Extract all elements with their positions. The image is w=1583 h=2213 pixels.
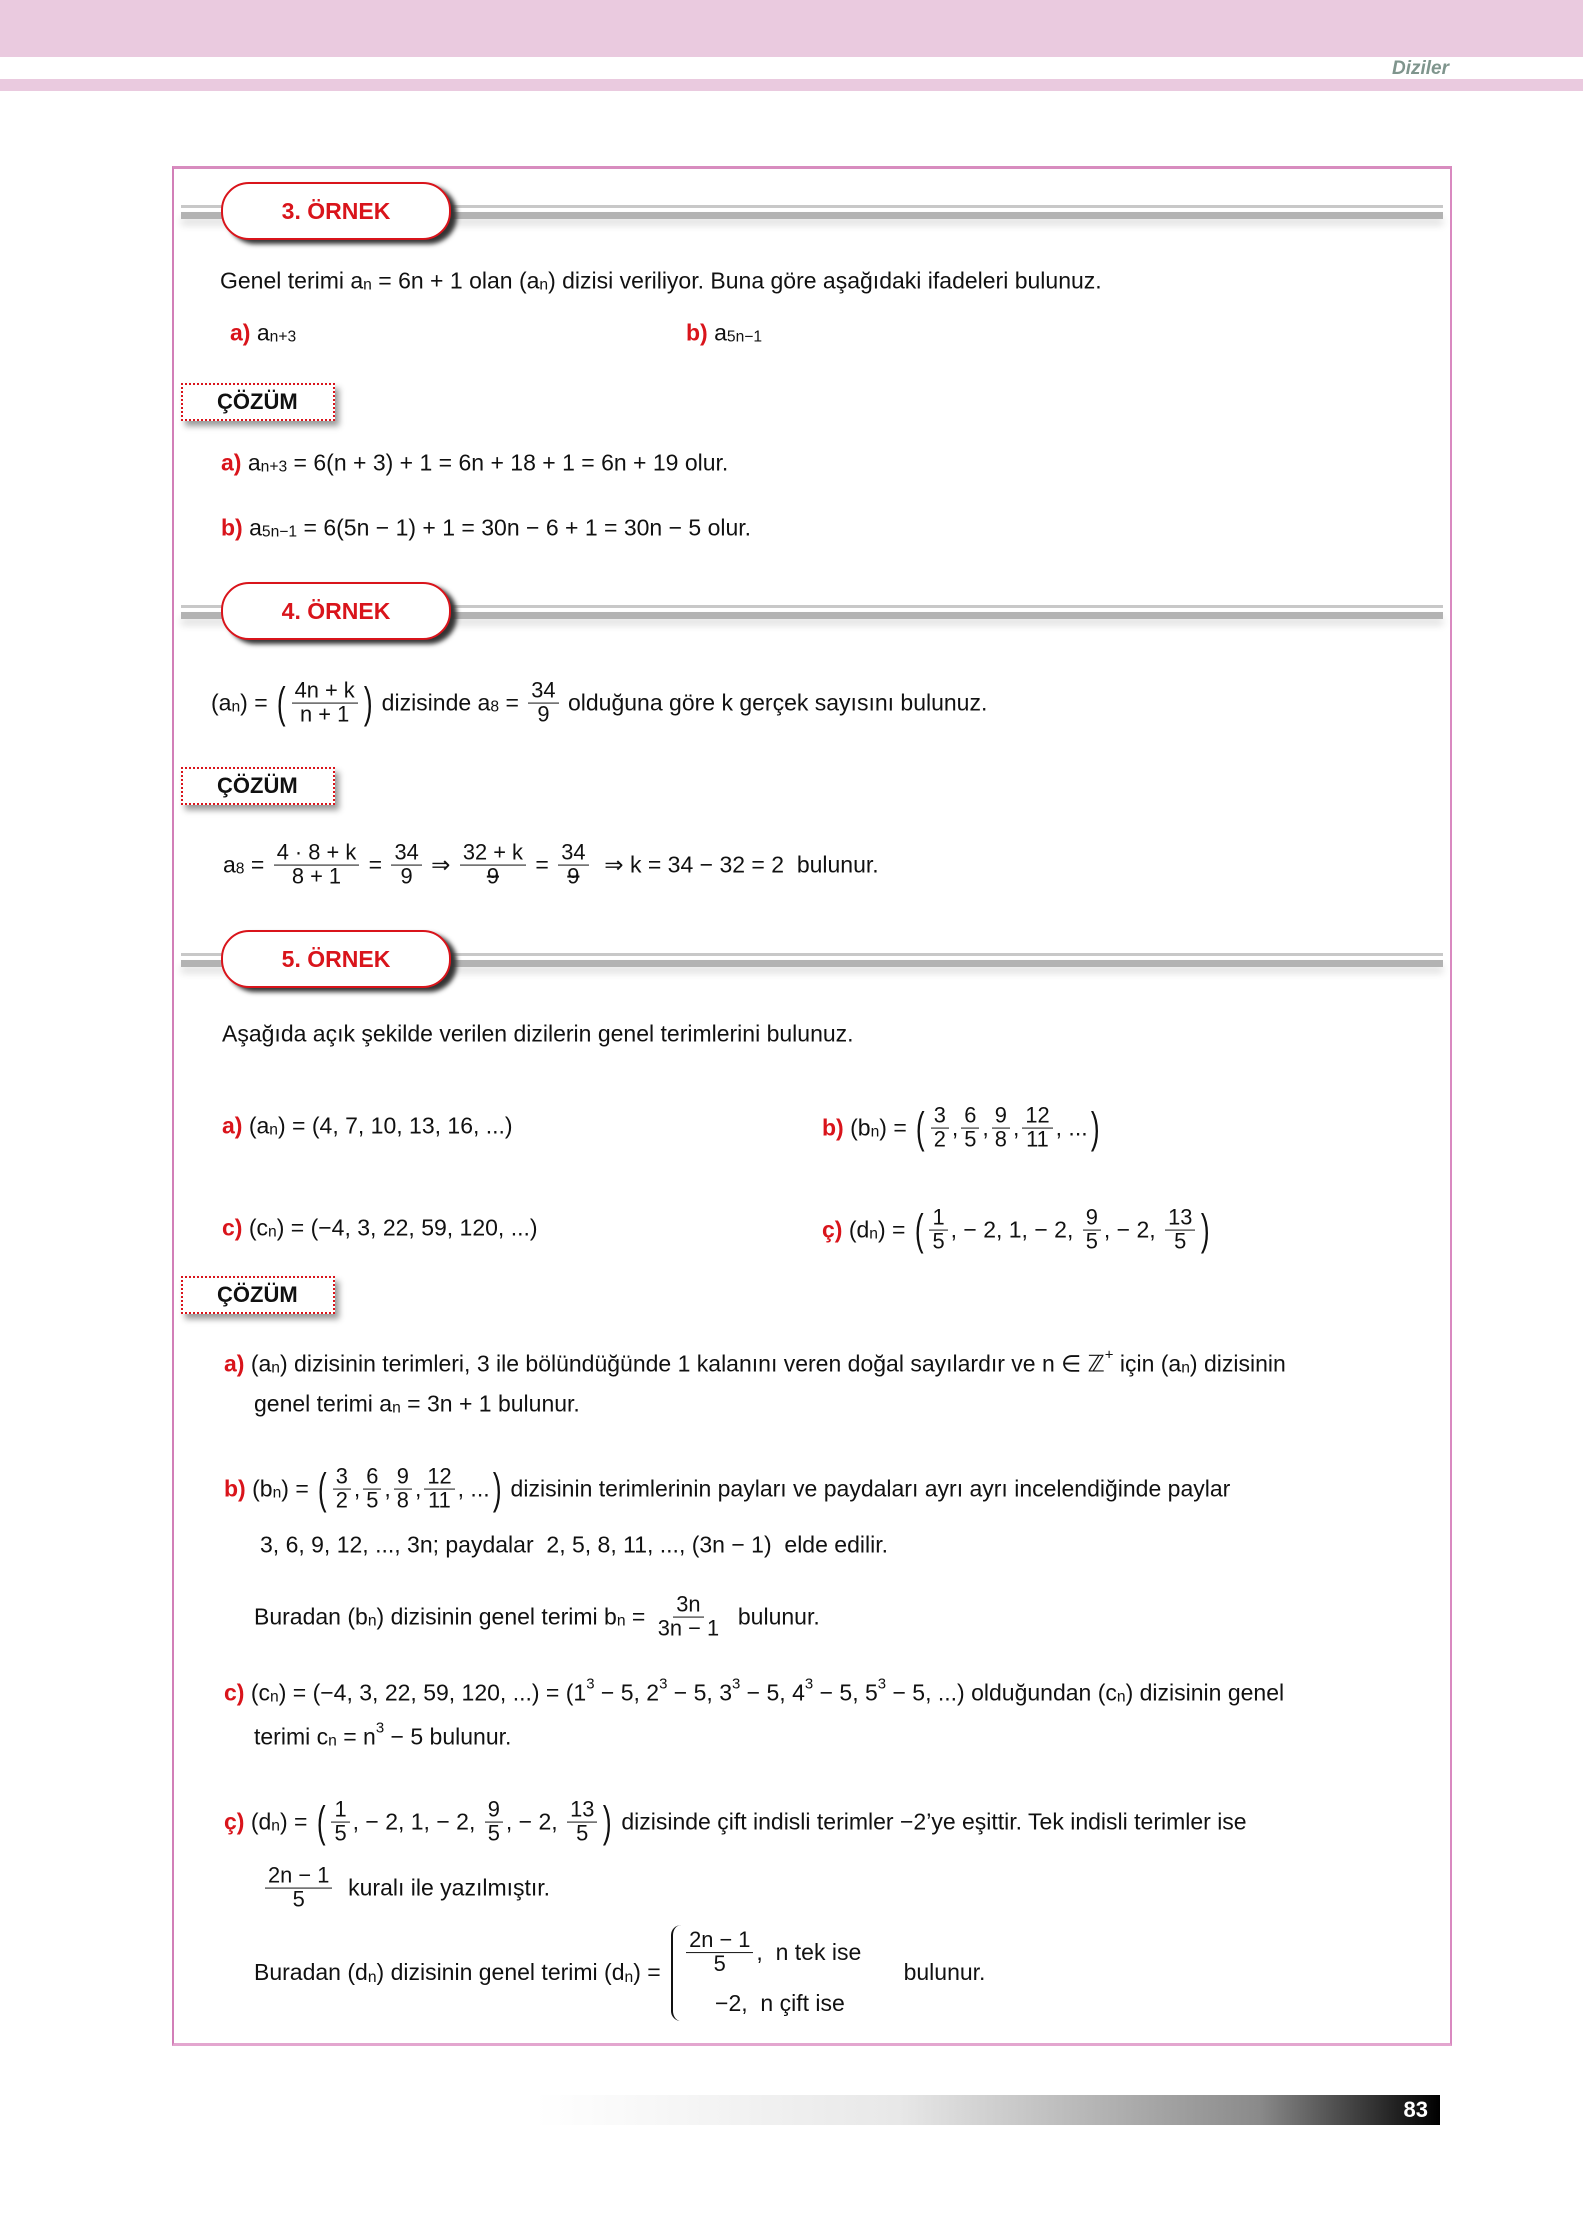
denominator: 9 [537, 701, 550, 727]
subscript: n [363, 276, 372, 294]
math-text: (c [242, 1214, 269, 1241]
math-text: = 6(5n − 1) + 1 = 30n − 6 + 1 = 30n − 5 olur. [297, 514, 752, 541]
fraction [528, 677, 558, 727]
large-parenthesis: ( [914, 1205, 924, 1255]
case-row [683, 1929, 861, 1976]
solution-label: ÇÖZÜM [181, 767, 335, 805]
fraction [394, 1463, 412, 1513]
math-text: = [625, 1603, 652, 1630]
math-text: , − 2, [505, 1808, 565, 1835]
superscript: + [1104, 1346, 1114, 1364]
math-text: −2, n çift ise [683, 1989, 845, 2016]
math-text: bulunur. [865, 1959, 986, 1986]
numerator: 3 [333, 1466, 351, 1490]
item-label: c) [222, 1214, 243, 1241]
large-parenthesis: ) [1090, 1103, 1100, 1153]
math-text: (a [242, 1112, 270, 1139]
math-text: (b [843, 1114, 871, 1141]
math-text: , − 2, [1103, 1216, 1163, 1243]
numerator: 34 [391, 842, 421, 866]
subscript: n [271, 1817, 280, 1835]
subscript: n [1116, 1688, 1126, 1706]
item-label: a) [230, 319, 251, 346]
math-text: = [362, 851, 389, 878]
fraction [961, 1102, 979, 1152]
numerator: 6 [961, 1105, 979, 1129]
math-text: ) = (4, 7, 10, 13, 16, ...) [278, 1112, 513, 1139]
fraction [363, 1463, 381, 1513]
example-4-question [211, 677, 988, 728]
math-text: Buradan (d [254, 1959, 368, 1986]
fraction [1083, 1204, 1101, 1254]
math-text: dizisinin terimlerinin payları ve paydaları ayrı ayrı incelendiğinde paylar [504, 1475, 1231, 1502]
subscript: n+3 [269, 328, 297, 346]
numerator: 12 [424, 1466, 454, 1490]
fraction [558, 839, 588, 889]
subscript: n [870, 1123, 880, 1141]
fraction [460, 839, 526, 889]
numerator: 9 [394, 1466, 412, 1490]
subscript: n+3 [260, 458, 288, 476]
math-text: = n [336, 1723, 376, 1750]
example-5-solution-cc-line3 [254, 1925, 985, 2021]
math-text: ) = (−4, 3, 22, 59, 120, ...) = (1 [278, 1679, 587, 1706]
subscript: n [328, 1732, 337, 1750]
superscript: 3 [877, 1675, 887, 1693]
math-text: ⇒ [424, 851, 457, 878]
page-footer-bar [536, 2095, 1440, 2125]
math-text: genel terimi a [254, 1390, 393, 1417]
subscript: n [624, 1968, 634, 1986]
piecewise-cases [671, 1925, 861, 2021]
math-text: ) dizisi veriliyor. Buna göre aşağıdaki ifadeleri bulunuz. [548, 267, 1102, 294]
header-strip [0, 79, 1583, 91]
fraction [391, 839, 421, 889]
math-text: a [242, 514, 262, 541]
superscript: 3 [586, 1675, 595, 1693]
numerator: 4 · 8 + k [274, 842, 360, 866]
denominator: 8 [994, 1126, 1007, 1152]
subscript: n [1181, 1359, 1190, 1377]
math-text: dizisinde a [375, 689, 491, 716]
math-text: a [223, 851, 236, 878]
large-parenthesis: ) [492, 1464, 502, 1514]
math-text: , [353, 1475, 361, 1502]
item-label: b) [822, 1114, 844, 1141]
fraction [1022, 1102, 1052, 1152]
large-parenthesis: ) [1201, 1205, 1211, 1255]
math-text: ) = [281, 1475, 316, 1502]
denominator: 5 [366, 1487, 379, 1513]
example-5-solution-a-line2 [254, 1391, 580, 1418]
example-3-item-a [230, 320, 296, 347]
header-band [0, 0, 1583, 57]
item-label: c) [224, 1679, 245, 1706]
math-text: için (a [1113, 1350, 1182, 1377]
math-text: , [951, 1114, 959, 1141]
math-text: ) = [633, 1959, 668, 1986]
numerator: 9 [992, 1105, 1010, 1129]
denominator: 8 [396, 1487, 409, 1513]
math-text: ) = (−4, 3, 22, 59, 120, ...) [276, 1214, 538, 1241]
subscript: 5n−1 [726, 328, 763, 346]
math-text: , ... [1055, 1114, 1088, 1141]
math-text: , [384, 1475, 391, 1502]
case-row [683, 1990, 861, 2017]
math-text: , [982, 1114, 989, 1141]
superscript: 3 [659, 1675, 668, 1693]
math-text: = [499, 689, 526, 716]
subscript: n [539, 276, 549, 294]
large-parenthesis: ( [276, 678, 286, 728]
fraction [333, 1463, 351, 1513]
content-box [172, 166, 1452, 2046]
item-label: a) [221, 449, 242, 476]
denominator: 8 + 1 [291, 863, 342, 889]
subscript: n [616, 1612, 626, 1630]
math-text: (a [244, 1350, 272, 1377]
large-parenthesis: ( [316, 1797, 326, 1847]
math-text: , [414, 1475, 422, 1502]
denominator: 9 [567, 863, 580, 889]
numerator: 1 [929, 1207, 947, 1231]
denominator: 5 [1085, 1228, 1098, 1254]
item-label: b) [221, 514, 243, 541]
large-parenthesis: ( [318, 1464, 327, 1514]
math-text: − 5, ...) olduğundan (c [886, 1679, 1117, 1706]
example-5-item-c [222, 1215, 538, 1242]
fraction [292, 677, 358, 727]
denominator: 5 [487, 1820, 500, 1846]
large-parenthesis: ) [603, 1797, 613, 1847]
denominator: n + 1 [300, 701, 350, 727]
math-text: bulunur. [725, 1603, 820, 1630]
numerator: 9 [1083, 1207, 1101, 1231]
example-4-title: 4. ÖRNEK [221, 582, 451, 640]
item-label: ç) [224, 1808, 245, 1835]
numerator: 2n − 1 [686, 1929, 753, 1953]
fraction [485, 1796, 503, 1846]
math-text: 3, 6, 9, 12, ..., 3n; paydalar 2, 5, 8, 11, ..., (3n − 1) elde edilir. [260, 1531, 888, 1558]
math-text: ) dizisinin terimleri, 3 ile bölündüğünde 1 kalanını veren doğal sayılardır ve n ∈ ℤ [280, 1350, 1105, 1377]
math-text: Genel terimi a [220, 267, 364, 294]
subscript: 8 [235, 860, 245, 878]
math-text: , − 2, 1, − 2, [352, 1808, 482, 1835]
math-text: (d [842, 1216, 870, 1243]
denominator: 9 [400, 863, 413, 889]
item-label: a) [222, 1112, 243, 1139]
subscript: n [231, 698, 241, 716]
large-parenthesis: ( [916, 1103, 925, 1153]
example-5-solution-b-line1 [224, 1463, 1231, 1514]
numerator: 13 [567, 1799, 597, 1823]
fraction [567, 1796, 597, 1846]
example-5-title: 5. ÖRNEK [221, 930, 451, 988]
example-5-solution-cc-line1 [224, 1796, 1247, 1847]
math-text: olduğuna göre k gerçek sayısını bulunuz. [561, 689, 988, 716]
item-label: b) [224, 1475, 246, 1502]
math-text: = 6(n + 3) + 1 = 6n + 18 + 1 = 6n + 19 olur. [287, 449, 729, 476]
example-3-title: 3. ÖRNEK [221, 182, 451, 240]
superscript: 3 [375, 1719, 385, 1737]
math-text: = 3n + 1 bulunur. [400, 1390, 580, 1417]
math-text: a [250, 319, 270, 346]
numerator: 2n − 1 [265, 1865, 332, 1889]
math-text: ) dizisinin [1189, 1350, 1286, 1377]
example-3-item-b [686, 320, 762, 347]
denominator: 5 [713, 1951, 726, 1976]
denominator: 2 [933, 1126, 946, 1152]
subscript: n [869, 1225, 878, 1243]
math-text: ) dizisinin genel terimi b [376, 1603, 617, 1630]
example-5-solution-b-line3 [254, 1591, 820, 1641]
example-5-solution-c-line1 [224, 1675, 1285, 1707]
denominator: 2 [335, 1487, 348, 1513]
subscript: n [392, 1399, 401, 1417]
math-text: (d [244, 1808, 272, 1835]
math-text: dizisinde çift indisli terimler −2’ye eşittir. Tek indisli terimler ise [614, 1808, 1247, 1835]
example-3-solution-b [221, 515, 751, 542]
subscript: n [271, 1359, 280, 1377]
math-text: (b [245, 1475, 273, 1502]
denominator: 5 [334, 1820, 347, 1846]
numerator: 13 [1165, 1207, 1195, 1231]
subscript: n [367, 1968, 377, 1986]
math-text: kuralı ile yazılmıştır. [335, 1874, 551, 1901]
math-text: ) = [280, 1808, 314, 1835]
example-5-solution-a-line1 [224, 1346, 1286, 1378]
superscript: 3 [731, 1675, 741, 1693]
subscript: 5n−1 [261, 523, 298, 541]
denominator: 11 [1026, 1126, 1049, 1152]
fraction [929, 1204, 947, 1254]
math-text: − 5, 4 [740, 1679, 805, 1706]
numerator: 4n + k [292, 680, 358, 704]
numerator: 3n [673, 1594, 703, 1618]
item-label: a) [224, 1350, 245, 1377]
math-text: − 5, 5 [813, 1679, 878, 1706]
math-text: Buradan (b [254, 1603, 368, 1630]
denominator: 5 [1174, 1228, 1187, 1254]
numerator: 3 [931, 1105, 949, 1129]
math-text: = [244, 851, 271, 878]
fraction [274, 839, 360, 889]
subscript: n [272, 1484, 282, 1502]
example-4-solution [223, 839, 879, 889]
denominator: 11 [428, 1487, 451, 1513]
denominator: 3n − 1 [657, 1615, 720, 1641]
math-text: a [707, 319, 727, 346]
chapter-title: Diziler [1392, 58, 1450, 79]
numerator: 9 [485, 1799, 503, 1823]
subscript: n [270, 1688, 279, 1706]
example-5-solution-c-line2 [254, 1719, 512, 1751]
subscript: n [367, 1612, 377, 1630]
fraction [686, 1929, 753, 1976]
solution-label: ÇÖZÜM [181, 1276, 335, 1314]
math-text: Aşağıda açık şekilde verilen dizilerin genel terimlerini bulunuz. [222, 1020, 854, 1047]
numerator: 1 [331, 1799, 349, 1823]
denominator: 5 [576, 1820, 589, 1846]
math-text: ⇒ k = 34 − 32 = 2 bulunur. [591, 851, 879, 878]
solution-label: ÇÖZÜM [181, 383, 335, 421]
page-number: 83 [1403, 2097, 1428, 2122]
example-3-question [220, 268, 1102, 295]
math-text: , n tek ise [756, 1939, 862, 1965]
math-text: , [1012, 1114, 1020, 1141]
math-text: ) = [879, 1114, 914, 1141]
fraction [992, 1102, 1010, 1152]
math-text: = 6n + 1 olan (a [371, 267, 540, 294]
example-5-item-a [222, 1113, 513, 1140]
fraction [1165, 1204, 1195, 1254]
math-text: (a [211, 689, 232, 716]
math-text: − 5, 2 [594, 1679, 660, 1706]
math-text: , ... [457, 1475, 490, 1502]
example-5-solution-cc-line2 [262, 1862, 551, 1912]
denominator: 5 [292, 1886, 305, 1912]
item-label: ç) [822, 1216, 843, 1243]
denominator: 5 [964, 1126, 977, 1152]
math-text: , − 2, 1, − 2, [950, 1216, 1080, 1243]
numerator: 12 [1022, 1105, 1052, 1129]
math-text: a [241, 449, 261, 476]
fraction [331, 1796, 349, 1846]
numerator: 6 [363, 1466, 381, 1490]
fraction [655, 1591, 722, 1641]
subscript: n [268, 1223, 277, 1241]
subscript: n [269, 1121, 278, 1139]
fraction [265, 1862, 332, 1912]
denominator: 5 [932, 1228, 945, 1254]
numerator: 32 + k [460, 842, 526, 866]
fraction [931, 1102, 949, 1152]
subscript: 8 [490, 698, 500, 716]
math-text: ) dizisinin genel terimi (d [376, 1959, 625, 1986]
example-5-solution-b-line2 [260, 1532, 888, 1559]
math-text: ) = [240, 689, 275, 716]
math-text: − 5, 3 [667, 1679, 732, 1706]
example-5-item-b [822, 1102, 1102, 1153]
math-text: ) dizisinin genel [1125, 1679, 1285, 1706]
math-text: (c [244, 1679, 271, 1706]
example-5-item-cc [822, 1204, 1213, 1255]
math-text: = [528, 851, 556, 878]
numerator: 34 [528, 680, 558, 704]
fraction [424, 1463, 454, 1513]
denominator: 9 [486, 863, 499, 889]
numerator: 34 [558, 842, 588, 866]
math-text: terimi c [254, 1723, 329, 1750]
math-text: ) = [878, 1216, 912, 1243]
superscript: 3 [804, 1675, 814, 1693]
example-3-solution-a [221, 450, 728, 477]
large-parenthesis: ) [363, 678, 373, 728]
item-label: b) [686, 319, 708, 346]
example-5-question [222, 1021, 854, 1048]
math-text: − 5 bulunur. [384, 1723, 512, 1750]
